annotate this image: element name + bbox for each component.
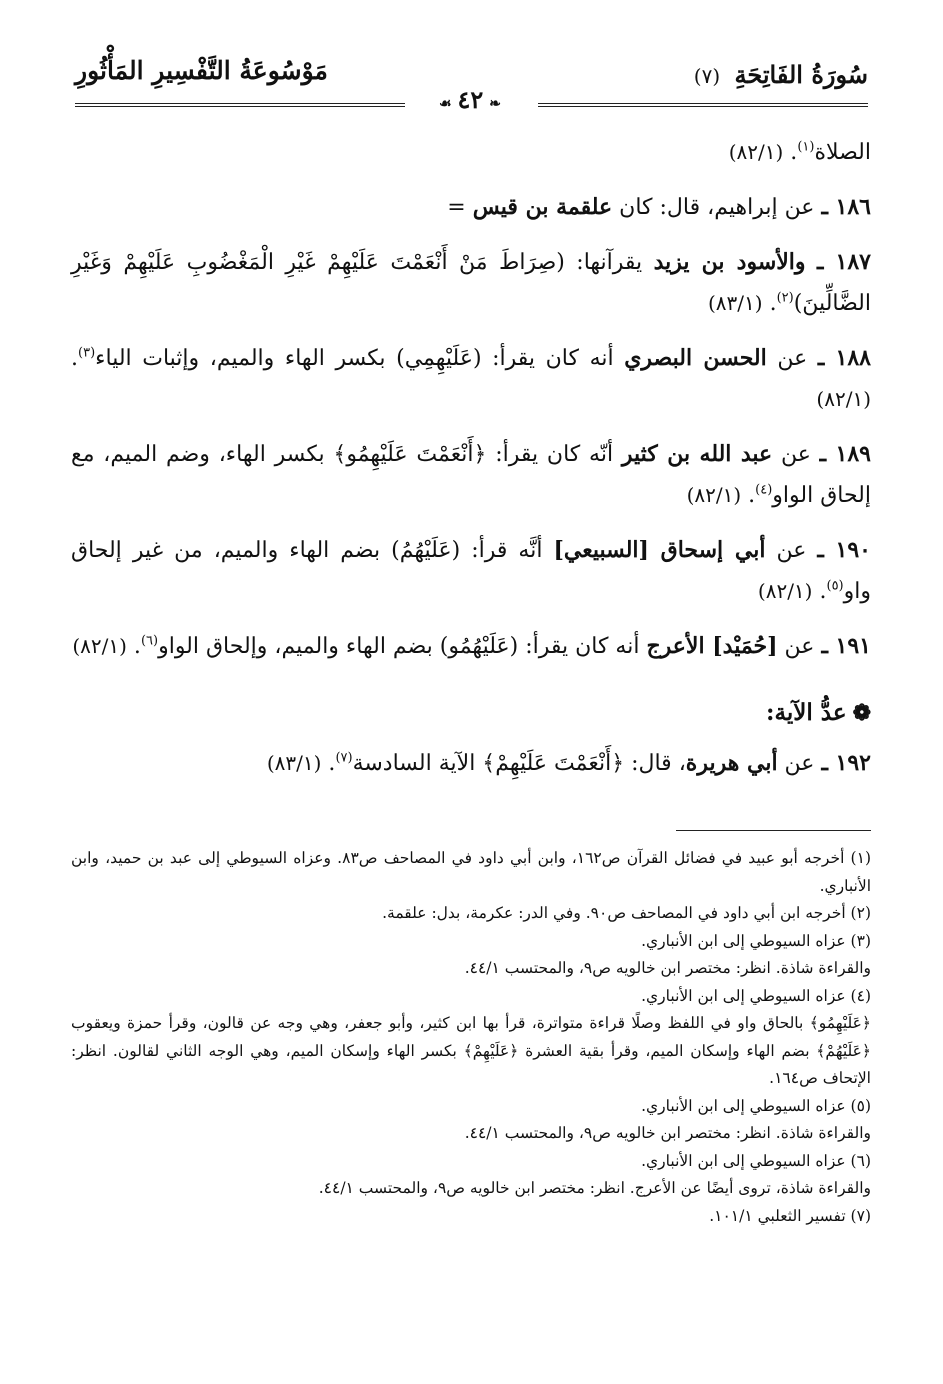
- footnote-3-note: والقراءة شاذة. انظر: مختصر ابن خالويه ص٩، والمحتسب ٤٤/١.: [464, 959, 871, 977]
- report-number: ١٨٧ ـ: [816, 249, 871, 275]
- para-tail: .: [762, 291, 777, 316]
- volume-reference: (٨٢/١): [757, 579, 813, 603]
- report-number: ١٨٦ ـ: [821, 194, 871, 220]
- main-text: [71, 132, 871, 798]
- footnote-5-note: والقراءة شاذة. انظر: مختصر ابن خالويه ص٩، والمحتسب ٤٤/١.: [464, 1124, 871, 1142]
- book-title: مَوْسُوعَةُ التَّفْسِيرِ المَأْثُورِ: [75, 56, 328, 85]
- footnote-6-note: والقراءة شاذة، تروى أيضًا عن الأعرج. انظر: مختصر ابن خالويه ص٩، والمحتسب ٤٤/١.: [318, 1179, 871, 1197]
- footnote-7: (٧) تفسير الثعلبي ١٠١/١.: [709, 1206, 871, 1225]
- section-heading: [71, 693, 871, 733]
- running-header-surah: [694, 60, 868, 89]
- footnote-1: (١) أخرجه أبو عبيد في فضائل القرآن ص١٦٢، وابن أبي داود في المصاحف ص٨٣. وعزاه السيوطي إلى عبد بن حميد، وابن الأنباري.: [71, 849, 871, 895]
- narrator-name: الحسن البصري: [624, 345, 767, 371]
- report-number: ١٩٠ ـ: [817, 537, 871, 563]
- report-number: ١٨٨ ـ: [817, 345, 871, 371]
- ornament-icon: ❧: [489, 96, 502, 112]
- page-number-text: ٤٢: [457, 85, 484, 114]
- footnote-marker[interactable]: (٦): [140, 633, 159, 649]
- page-number: [420, 85, 520, 114]
- para-text: الصلاة: [814, 140, 871, 165]
- volume-reference: (٨٢/١): [686, 483, 742, 507]
- volume-reference: (٨٣/١): [707, 291, 763, 315]
- para-text: أنّه كان يقرأ: ﴿أَنْعَمْتَ عَلَيْهِمُو﴾ بكسر الهاء، وضم الميم، مع إلحاق الواو: [71, 442, 871, 508]
- volume-reference: (٨٢/١): [728, 140, 784, 164]
- narrator-name: [حُمَيْد] الأعرج: [646, 633, 778, 659]
- footnote-marker[interactable]: (٧): [335, 750, 353, 766]
- footnote-separator: [676, 830, 871, 831]
- paragraph-0: [71, 132, 871, 173]
- footnote-marker[interactable]: (٢): [776, 290, 794, 306]
- footnote-4-note: ﴿عَلَيْهِمُو﴾ بالحاق واو في اللفظ وصلًا قراءة متواترة، قرأ بها ابن كثير، وأبو جعفر، وهي وجه عن قالون، وقرأ حمزة ويعقوب ﴿عَلَيْهُمْ﴾ بضم الهاء وإسكان الميم، وقرأ بقية العشرة ﴿عَلَيْهِمْ﴾ بكسر الهاء وإسكان الميم، وهي الوجه الثاني لقالون. انظر: الإتحاف ص١٦٤.: [71, 1014, 871, 1087]
- paragraph-186: [71, 187, 871, 228]
- footnote-2: (٢) أخرجه ابن أبي داود في المصاحف ص٩٠. وفي الدر: عكرمة، بدل: علقمة.: [382, 904, 871, 922]
- para-tail: .: [126, 634, 141, 659]
- volume-reference: (٨٢/١): [72, 634, 127, 658]
- header-rule-left: [75, 103, 405, 107]
- para-text: عن إبراهيم، قال: كان: [612, 195, 822, 220]
- para-text: عن: [772, 442, 820, 467]
- footnote-6: (٦) عزاه السيوطي إلى ابن الأنباري.: [641, 1151, 871, 1170]
- para-text: أنه كان يقرأ: (عَلَيْهِمِي) بكسر الهاء والميم، وإثبات الياء: [95, 346, 625, 371]
- report-number: ١٩١ ـ: [821, 633, 871, 659]
- footnote-3: (٣) عزاه السيوطي إلى ابن الأنباري.: [641, 931, 871, 950]
- narrator-name: علقمة بن قيس: [472, 194, 613, 220]
- para-tail: .: [321, 751, 336, 776]
- verse-reference: (٧): [693, 64, 721, 88]
- ornament-icon: ☙: [438, 96, 452, 112]
- para-tail: .: [741, 483, 756, 508]
- para-text: أنه كان يقرأ: (عَلَيْهُمُو) بضم الهاء والميم، وإلحاق الواو: [158, 634, 647, 659]
- para-text: أنَّه قرأ: (عَلَيْهُمُ) بضم الهاء والميم، من غير إلحاق واو: [71, 538, 871, 604]
- paragraph-191: [71, 626, 871, 667]
- para-tail: .: [812, 579, 827, 604]
- para-text: =: [447, 195, 473, 220]
- narrator-name: عبد الله بن كثير: [621, 441, 773, 467]
- para-tail: .: [71, 346, 78, 371]
- section-heading-text: عدُّ الآية:: [766, 699, 847, 726]
- narrator-name: أبي هريرة: [685, 750, 778, 776]
- footnote-5: (٥) عزاه السيوطي إلى ابن الأنباري.: [641, 1096, 871, 1115]
- report-number: ١٩٢ ـ: [821, 750, 871, 776]
- footnote-marker[interactable]: (٣): [78, 345, 96, 361]
- para-text: عن: [765, 538, 818, 563]
- narrator-name: أبي إسحاق [السبيعي]: [553, 537, 766, 563]
- footnote-marker[interactable]: (٤): [755, 482, 773, 498]
- footnote-marker[interactable]: (٥): [826, 578, 844, 594]
- volume-reference: (٨٣/١): [266, 751, 322, 775]
- para-text: عن: [777, 751, 822, 776]
- para-text: يقرآنها: (صِرَاطَ مَنْ أَنْعَمْتَ عَلَيْهِمْ غَيْرِ الْمَغْضُوبِ عَلَيْهِمْ وَغَيْرِ الضَّالِّينَ): [71, 250, 871, 316]
- volume-reference: (٨٢/١): [816, 387, 871, 411]
- footnote-4: (٤) عزاه السيوطي إلى ابن الأنباري.: [641, 986, 871, 1005]
- footnotes: [71, 845, 871, 1230]
- para-text: عن: [777, 634, 822, 659]
- paragraph-189: [71, 434, 871, 516]
- footnote-marker[interactable]: (١): [797, 139, 815, 155]
- para-tail: .: [783, 140, 798, 165]
- surah-title: سُورَةُ الفَاتِحَةِ: [734, 60, 868, 89]
- paragraph-190: [71, 530, 871, 612]
- flower-ornament-icon: ❁: [852, 700, 871, 726]
- report-number: ١٨٩ ـ: [819, 441, 871, 467]
- paragraph-187: [71, 242, 871, 324]
- para-text: ، قال: ﴿أَنْعَمْتَ عَلَيْهِمْ﴾ الآية السادسة: [352, 751, 686, 776]
- header-rule-right: [538, 103, 868, 107]
- paragraph-188: [71, 338, 871, 420]
- narrator-name: والأسود بن يزيد: [653, 249, 806, 275]
- paragraph-192: [71, 743, 871, 784]
- para-text: عن: [766, 346, 818, 371]
